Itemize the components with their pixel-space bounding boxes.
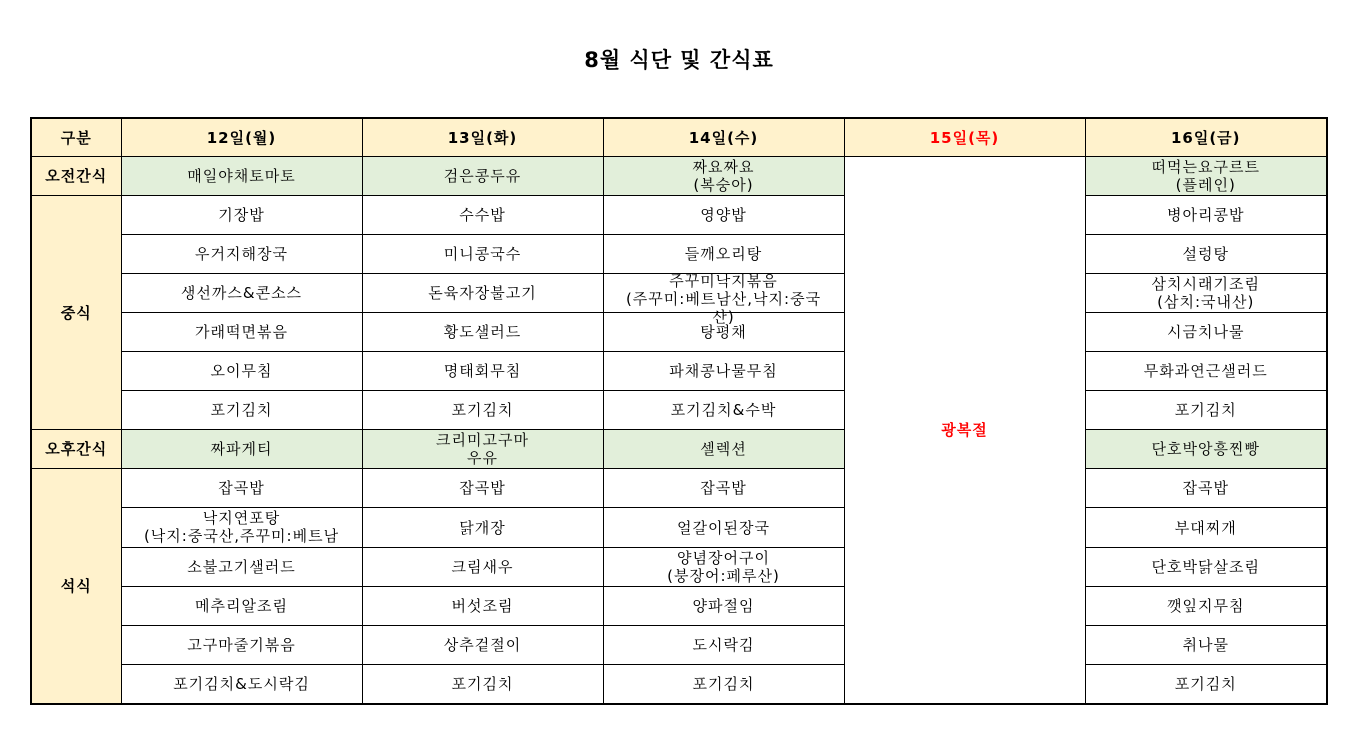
dinner-fri-item: 취나물	[1085, 626, 1327, 665]
dinner-row	[31, 665, 1327, 705]
menu-item: 크리미고구마	[436, 431, 529, 449]
menu-item: 짜요짜요	[692, 158, 755, 176]
menu-item-origin: (붕장어:페루산)	[667, 567, 780, 585]
lunch-tue-item: 포기김치	[362, 391, 603, 430]
lunch-tue-item: 명태회무침	[362, 352, 603, 391]
header-day-fri: 16일(금)	[1085, 118, 1327, 157]
dinner-row	[31, 626, 1327, 665]
morning-snack-tue	[362, 157, 603, 196]
header-category: 구분	[31, 118, 121, 157]
lunch-wed-item: 파채콩나물무침	[603, 352, 844, 391]
afternoon-snack-tue	[362, 430, 603, 469]
menu-item-origin: (삼치:국내산)	[1157, 293, 1255, 311]
menu-item-origin: (주꾸미:베트남산,낙지:중국	[625, 290, 822, 308]
lunch-mon-item: 포기김치	[121, 391, 362, 430]
dinner-row	[31, 508, 1327, 548]
menu-item: 주꾸미낙지볶음	[669, 272, 778, 290]
afternoon-snack-mon: 짜파게티	[121, 430, 362, 469]
category-dinner: 석식	[31, 469, 121, 705]
dinner-tue-item: 잡곡밥	[362, 469, 603, 508]
morning-snack-mon	[121, 157, 362, 196]
dinner-row	[31, 469, 1327, 508]
dinner-mon-item: 잡곡밥	[121, 469, 362, 508]
dinner-fri-item: 잡곡밥	[1085, 469, 1327, 508]
category-lunch: 중식	[31, 196, 121, 430]
afternoon-snack-fri: 단호박앙흥찐빵	[1085, 430, 1327, 469]
lunch-row	[31, 196, 1327, 235]
lunch-fri-item: 시금치나물	[1085, 313, 1327, 352]
lunch-tue-item: 황도샐러드	[362, 313, 603, 352]
menu-item-origin: (플레인)	[1175, 176, 1236, 194]
page-title: 8월 식단 및 간식표	[584, 48, 774, 72]
dinner-mon-item: 고구마줄기볶음	[121, 626, 362, 665]
header-day-tue: 13일(화)	[362, 118, 603, 157]
lunch-wed-item: 영양밥	[603, 196, 844, 235]
header-row	[31, 118, 1327, 157]
dinner-wed-item: 잡곡밥	[603, 469, 844, 508]
lunch-tue-item: 미니콩국수	[362, 235, 603, 274]
lunch-row	[31, 274, 1327, 313]
lunch-mon-item: 오이무침	[121, 352, 362, 391]
dinner-tue-item: 상추겉절이	[362, 626, 603, 665]
lunch-mon-item: 우거지해장국	[121, 235, 362, 274]
menu-item-origin: (복숭아)	[693, 176, 754, 194]
lunch-row	[31, 313, 1327, 352]
dinner-tue-item: 포기김치	[362, 665, 603, 705]
afternoon-snack-wed: 셀렉션	[603, 430, 844, 469]
morning-snack-fri	[1085, 157, 1327, 196]
dinner-wed-item: 도시락김	[603, 626, 844, 665]
menu-item: 떠먹는요구르트	[1151, 158, 1260, 176]
lunch-fri-item: 포기김치	[1085, 391, 1327, 430]
dinner-wed-item: 양파절임	[603, 587, 844, 626]
lunch-tue-item: 돈육자장불고기	[362, 274, 603, 313]
dinner-fri-item: 포기김치	[1085, 665, 1327, 705]
afternoon-snack-row	[31, 430, 1327, 469]
lunch-fri-item: 설렁탕	[1085, 235, 1327, 274]
lunch-fri-item	[1085, 274, 1327, 313]
dinner-mon-item: 메추리알조림	[121, 587, 362, 626]
header-day-thu: 15일(목)	[844, 118, 1085, 157]
menu-item-cont: 우유	[467, 449, 498, 467]
lunch-fri-item: 무화과연근샐러드	[1085, 352, 1327, 391]
menu-item-origin-cont: 산)	[712, 308, 735, 326]
menu-item: 양념장어구이	[677, 549, 770, 567]
dinner-tue-item: 버섯조림	[362, 587, 603, 626]
dinner-fri-item: 부대찌개	[1085, 508, 1327, 548]
dinner-wed-item: 포기김치	[603, 665, 844, 705]
dinner-tue-item: 닭개장	[362, 508, 603, 548]
lunch-tue-item: 수수밥	[362, 196, 603, 235]
lunch-row	[31, 235, 1327, 274]
category-afternoon-snack: 오후간식	[31, 430, 121, 469]
dinner-mon-item	[121, 508, 362, 548]
lunch-wed-item: 들깨오리탕	[603, 235, 844, 274]
lunch-wed-item	[603, 272, 844, 326]
dinner-mon-item: 소불고기샐러드	[121, 548, 362, 587]
dinner-fri-item: 깻잎지무침	[1085, 587, 1327, 626]
menu-item-origin: (낙지:중국산,주꾸미:베트남	[143, 527, 340, 545]
dinner-tue-item: 크림새우	[362, 548, 603, 587]
category-morning-snack: 오전간식	[31, 157, 121, 196]
lunch-mon-item: 생선까스&콘소스	[121, 274, 362, 313]
dinner-wed-item: 얼갈이된장국	[603, 508, 844, 548]
menu-item: 삼치시래기조림	[1151, 275, 1260, 293]
holiday-cell	[844, 157, 1085, 705]
menu-item: 검은콩두유	[443, 167, 522, 185]
dinner-row	[31, 548, 1327, 587]
header-day-wed: 14일(수)	[603, 118, 844, 157]
dinner-row	[31, 587, 1327, 626]
dinner-fri-item: 단호박닭살조림	[1085, 548, 1327, 587]
lunch-wed-item: 포기김치&수박	[603, 391, 844, 430]
morning-snack-row	[31, 157, 1327, 196]
lunch-mon-item: 가래떡면볶음	[121, 313, 362, 352]
meal-table	[30, 117, 1328, 705]
header-day-mon: 12일(월)	[121, 118, 362, 157]
holiday-label: 광복절	[941, 421, 988, 439]
menu-item: 매일야채토마토	[187, 167, 296, 185]
lunch-mon-item: 기장밥	[121, 196, 362, 235]
lunch-row	[31, 352, 1327, 391]
lunch-row	[31, 391, 1327, 430]
lunch-fri-item: 병아리콩밥	[1085, 196, 1327, 235]
dinner-wed-item	[603, 548, 844, 587]
menu-item: 낙지연포탕	[202, 509, 281, 527]
lunch-wed-item: 탕평채	[603, 313, 844, 352]
morning-snack-wed	[603, 157, 844, 196]
dinner-mon-item: 포기김치&도시락김	[121, 665, 362, 705]
